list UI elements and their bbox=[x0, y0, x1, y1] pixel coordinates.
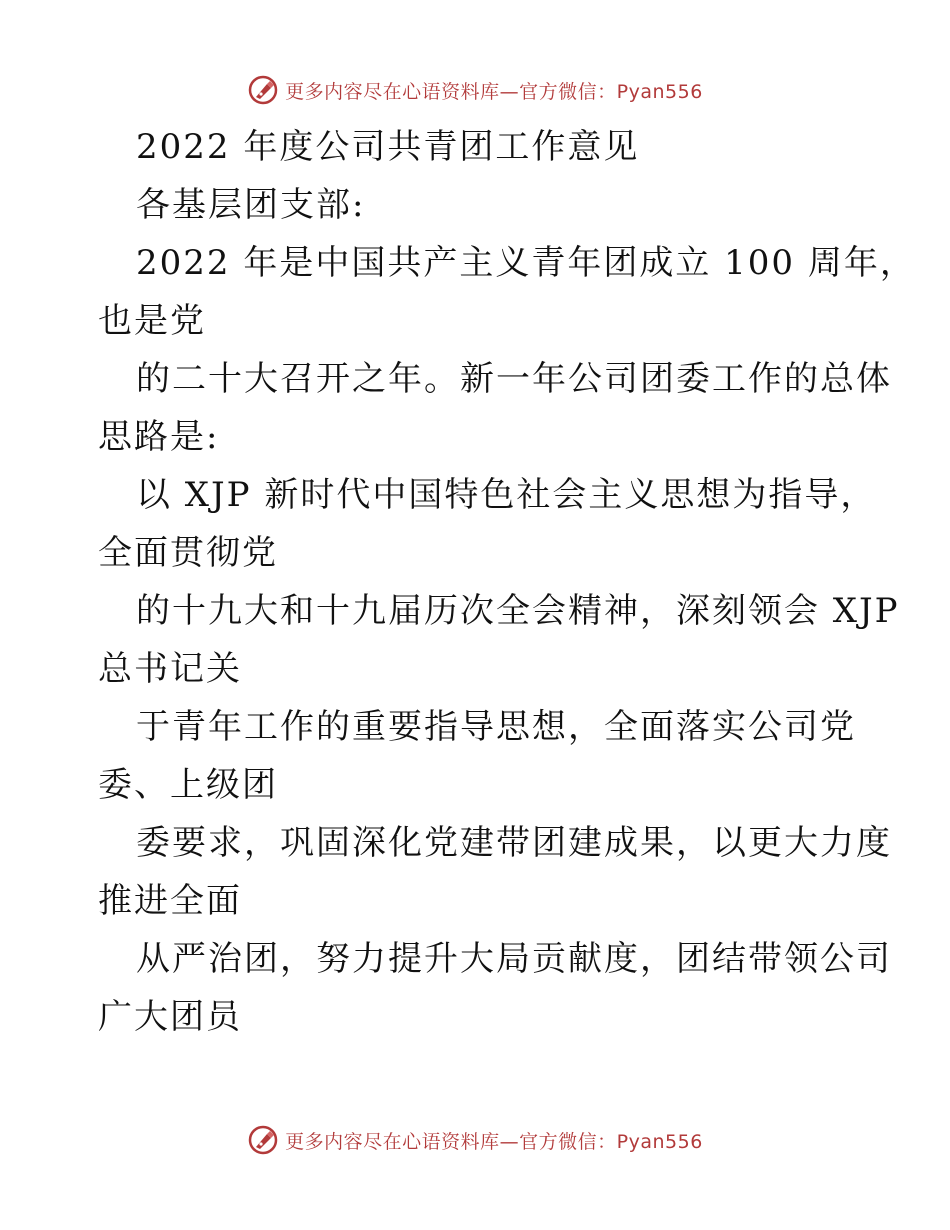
doc-line: 广大团员 bbox=[98, 997, 242, 1037]
doc-line: 委、上级团 bbox=[98, 765, 278, 805]
doc-line: 全面贯彻党 bbox=[98, 533, 278, 573]
doc-line: 委要求，巩固深化党建带团建成果，以更大力度 bbox=[136, 823, 892, 863]
doc-line: 思路是: bbox=[98, 417, 220, 457]
doc-line: 以 XJP 新时代中国特色社会主义思想为指导， bbox=[136, 475, 877, 515]
watermark-text: 更多内容尽在心语资料库—官方微信：Pyan556 bbox=[285, 1130, 703, 1153]
doc-line: 各基层团支部: bbox=[136, 185, 366, 225]
pen-nib-circle-icon bbox=[247, 74, 279, 106]
header-watermark bbox=[0, 72, 950, 108]
doc-line: 总书记关 bbox=[98, 649, 242, 689]
doc-line: 的二十大召开之年。新一年公司团委工作的总体 bbox=[136, 359, 892, 399]
doc-line: 也是党 bbox=[98, 301, 206, 341]
footer-watermark bbox=[0, 1122, 950, 1158]
doc-line: 推进全面 bbox=[98, 881, 242, 921]
doc-line: 2022 年度公司共青团工作意见 bbox=[136, 127, 640, 167]
pen-nib-circle-icon bbox=[247, 1124, 279, 1156]
doc-line: 的十九大和十九届历次全会精神，深刻领会 XJP bbox=[136, 591, 900, 631]
document-body bbox=[98, 118, 916, 1046]
doc-line: 于青年工作的重要指导思想，全面落实公司党 bbox=[136, 707, 856, 747]
doc-line: 从严治团，努力提升大局贡献度，团结带领公司 bbox=[136, 939, 892, 979]
doc-line: 2022 年是中国共产主义青年团成立 100 周年， bbox=[136, 243, 916, 283]
watermark-text: 更多内容尽在心语资料库—官方微信：Pyan556 bbox=[285, 80, 703, 103]
